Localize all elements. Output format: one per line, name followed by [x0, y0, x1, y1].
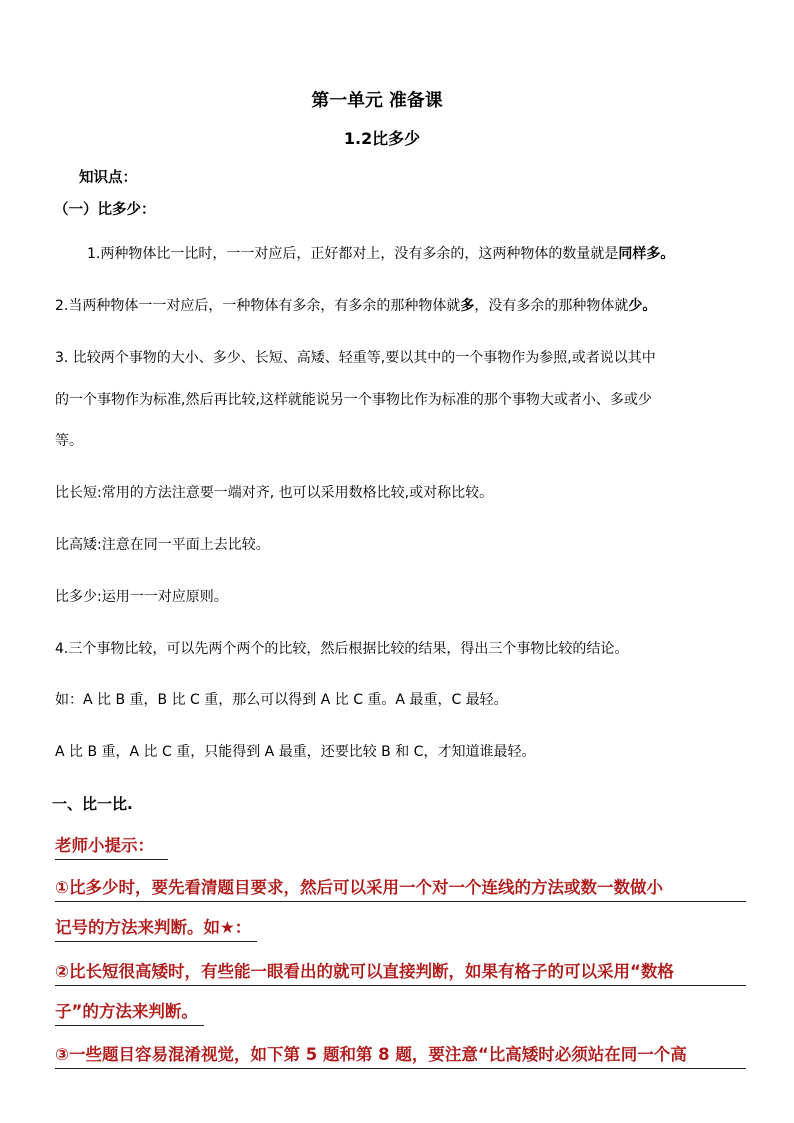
example-1: 如：A 比 B 重，B 比 C 重，那么可以得到 A 比 C 重。A 最重，C 最轻。 — [55, 692, 508, 708]
knowledge-label: 知识点： — [79, 170, 137, 186]
tip-3-line-1: ③一些题目容易混淆视觉，如下第 5 题和第 8 题，要注意“比高矮时必须站在同一个高 — [55, 1041, 746, 1069]
paragraph-2 — [55, 295, 656, 315]
tip-1-line-2-colon: ： — [234, 918, 252, 937]
paragraph-2-emphasis-less: 少。 — [628, 298, 657, 314]
paragraph-1-text: 1.两种物体比一比时，一一对应后，正好都对上，没有多余的，这两种物体的数量就是 — [87, 246, 619, 262]
tip-1-line-1: ①比多少时，要先看清题目要求，然后可以采用一个对一个连线的方法或数一数做小 — [55, 874, 746, 902]
exercise-section-title: 一、比一比. — [52, 795, 133, 813]
compare-height-rule: 比高矮:注意在同一平面上去比较。 — [55, 537, 270, 553]
paragraph-2-text-a: 2.当两种物体一一对应后，一种物体有多余，有多余的那种物体就 — [55, 298, 461, 314]
star-icon: ★ — [220, 918, 235, 937]
paragraph-1-emphasis: 同样多。 — [618, 246, 675, 262]
paragraph-2-emphasis-more: 多 — [460, 298, 475, 314]
section-one-heading: （一）比多少： — [54, 202, 156, 218]
tip-2-line-1: ②比长短很高矮时，有些能一眼看出的就可以直接判断，如果有格子的可以采用“数格 — [55, 958, 746, 986]
tip-1-line-2-text: 记号的方法来判断。如 — [55, 918, 220, 937]
paragraph-3-line-1: 3. 比较两个事物的大小、多少、长短、高矮、轻重等,要以其中的一个事物作为参照,或者说以其中 — [55, 350, 656, 366]
compare-count-rule: 比多少:运用一一对应原则。 — [55, 589, 228, 605]
example-2: A 比 B 重，A 比 C 重，只能得到 A 最重，还要比较 B 和 C，才知道谁最轻。 — [55, 744, 536, 760]
paragraph-4: 4.三个事物比较，可以先两个两个的比较，然后根据比较的结果，得出三个事物比较的结论。 — [55, 641, 629, 657]
tip-2-line-2: 子”的方法来判断。 — [55, 998, 204, 1026]
paragraph-1 — [87, 243, 674, 263]
teacher-tips-label: 老师小提示： — [55, 832, 168, 860]
tip-1-line-2 — [55, 914, 257, 942]
paragraph-3-line-3: 等。 — [55, 433, 83, 449]
page-title: 第一单元 准备课 — [311, 90, 443, 111]
paragraph-2-text-c: ，没有多余的那种物体就 — [474, 298, 629, 314]
compare-length-rule: 比长短:常用的方法注意要一端对齐, 也可以采用数格比较,或对称比较。 — [55, 485, 494, 501]
paragraph-3-line-2: 的一个事物作为标准,然后再比较,这样就能说另一个事物比作为标准的那个事物大或者小、多或少 — [55, 392, 652, 408]
lesson-subtitle: 1.2比多少 — [343, 129, 421, 148]
